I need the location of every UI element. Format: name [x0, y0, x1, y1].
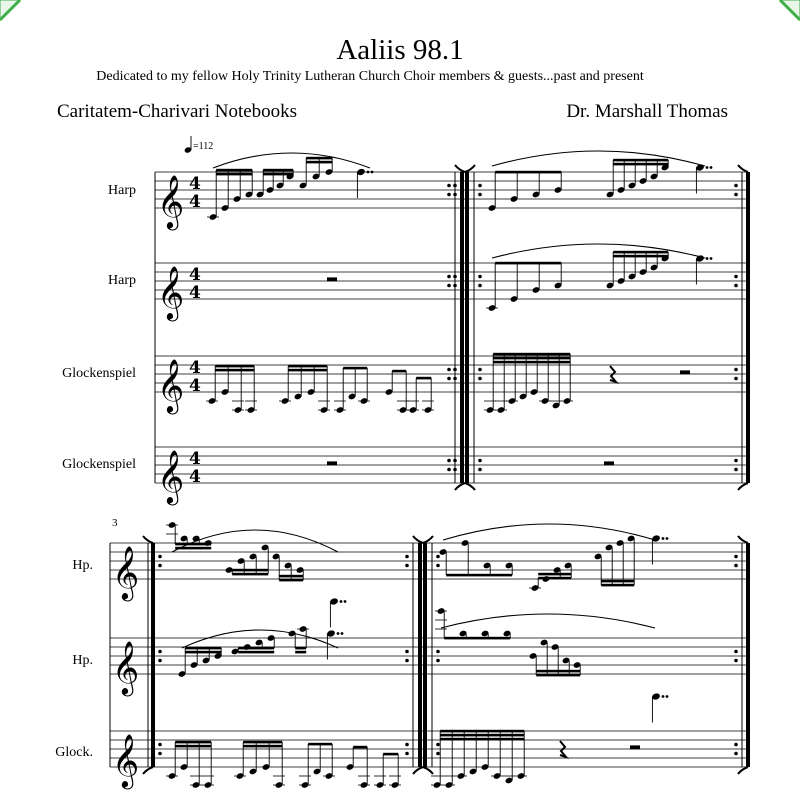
time-signature-top: 4	[189, 358, 201, 378]
instrument-label: Hp.	[72, 653, 93, 668]
svg-text:𝄞: 𝄞	[157, 265, 185, 319]
dedication: Dedicated to my fellow Holy Trinity Lutheran Church Choir members & guests...past and present	[96, 69, 644, 84]
notes	[166, 151, 712, 789]
time-signature-bottom: 4	[189, 283, 201, 303]
instrument-label: Harp	[108, 273, 136, 288]
time-signature-top: 4	[189, 449, 201, 469]
instrument-label: Hp.	[72, 558, 93, 573]
svg-text:𝄞: 𝄞	[157, 449, 185, 503]
svg-text:𝄞: 𝄞	[157, 174, 185, 228]
composer: Dr. Marshall Thomas	[566, 101, 728, 122]
svg-text:𝄞: 𝄞	[112, 733, 140, 787]
publisher: Caritatem-Charivari Notebooks	[57, 101, 298, 122]
time-signature-bottom: 4	[189, 376, 201, 396]
time-signature-top: 4	[189, 174, 201, 194]
tempo-marking: =112	[193, 141, 214, 152]
instrument-label: Glockenspiel	[62, 457, 136, 472]
time-signature-bottom: 4	[189, 192, 201, 212]
svg-text:𝄞: 𝄞	[157, 358, 185, 412]
svg-text:𝄞: 𝄞	[112, 640, 140, 694]
time-signature-bottom: 4	[189, 467, 201, 487]
quarter-note-icon	[184, 136, 192, 154]
instrument-label: Glockenspiel	[62, 366, 136, 381]
measure-number: 3	[112, 517, 118, 529]
time-signature-top: 4	[189, 265, 201, 285]
svg-text:𝄞: 𝄞	[112, 545, 140, 599]
instrument-label: Harp	[108, 183, 136, 198]
page-title: Aaliis 98.1	[336, 34, 464, 66]
time-signature	[189, 174, 201, 487]
instrument-label: Glock.	[55, 745, 93, 760]
